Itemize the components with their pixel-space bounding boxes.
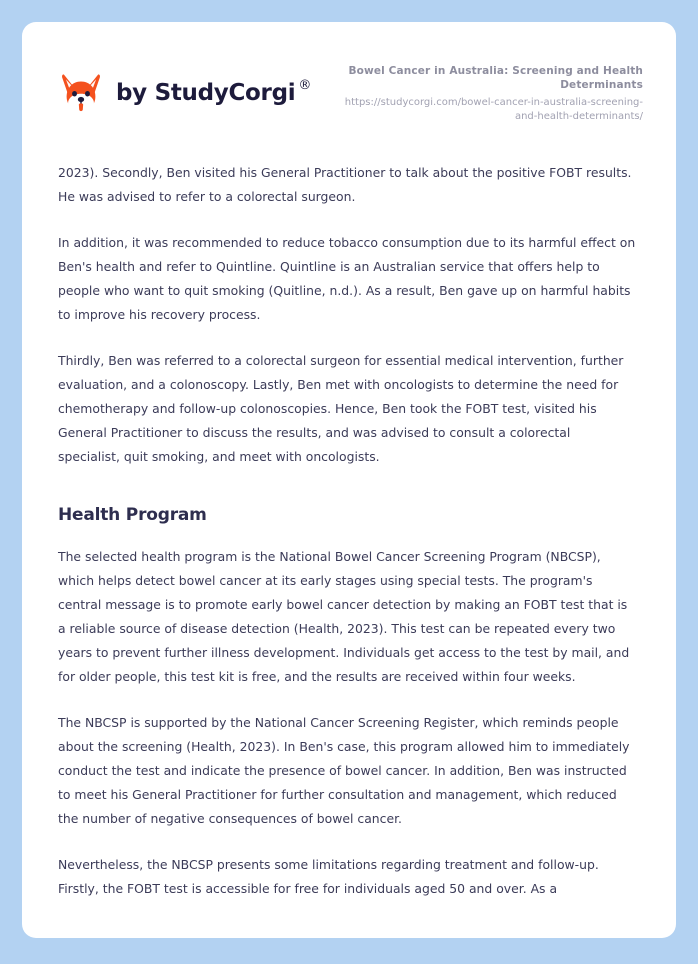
page-title: Bowel Cancer in Australia: Screening and Health Determinants bbox=[348, 65, 643, 91]
header-meta bbox=[312, 64, 643, 124]
paragraph: Nevertheless, the NBCSP presents some limitations regarding treatment and follow-up. Firstly, the FOBT test is accessible for free for individuals aged 50 and over. As a bbox=[58, 857, 599, 896]
paragraph: 2023). Secondly, Ben visited his General Practitioner to talk about the positive FOBT results. He was advised to refer to a colorectal surgeon. bbox=[58, 165, 632, 204]
paragraph: In addition, it was recommended to reduce tobacco consumption due to its harmful effect on Ben's health and refer to Quintline. Quintline is an Australian service that offers help to people who want to quit smoking (Quitline, n.d.). As a result, Ben gave up on harmful habits to improve his recovery process. bbox=[58, 235, 636, 322]
registered-trademark-icon: ® bbox=[298, 78, 312, 93]
source-url[interactable]: https://studycorgi.com/bowel-cancer-in-australia-screening-and-health-determinants/ bbox=[344, 97, 643, 122]
paragraph: Thirdly, Ben was referred to a colorectal surgeon for essential medical intervention, further evaluation, and a colonoscopy. Lastly, Ben met with oncologists to determine the need for chemotherapy and follow-up colonoscopies. Hence, Ben took the FOBT test, visited his General Practitioner to discuss the results, and was advised to consult a colorectal specialist, quit smoking, and meet with oncologists. bbox=[58, 353, 624, 464]
corgi-face-icon bbox=[58, 70, 104, 116]
brand-name: by StudyCorgi bbox=[116, 80, 296, 106]
document-body bbox=[22, 161, 676, 901]
document-header bbox=[22, 22, 676, 124]
document-page bbox=[22, 22, 676, 938]
paragraph: The selected health program is the National Bowel Cancer Screening Program (NBCSP), which helps detect bowel cancer at its early stages using special tests. The program's central message is to promote early bowel cancer detection by making an FOBT test that is a reliable source of disease detection (Health, 2023). This test can be repeated every two years to prevent further illness development. Individuals get access to the test by mail, and for older people, this test kit is free, and the results are received within four weeks. bbox=[58, 549, 630, 684]
paragraph: The NBCSP is supported by the National Cancer Screening Register, which reminds people about the screening (Health, 2023). In Ben's case, this program allowed him to immediately conduct the test and indicate the presence of bowel cancer. In addition, Ben was instructed to meet his General Practitioner for further consultation and management, which reduced the number of negative consequences of bowel cancer. bbox=[58, 715, 630, 826]
studycorgi-branding bbox=[58, 64, 311, 116]
brand-wordmark bbox=[116, 78, 311, 108]
section-heading-health-program: Health Program bbox=[58, 505, 207, 525]
